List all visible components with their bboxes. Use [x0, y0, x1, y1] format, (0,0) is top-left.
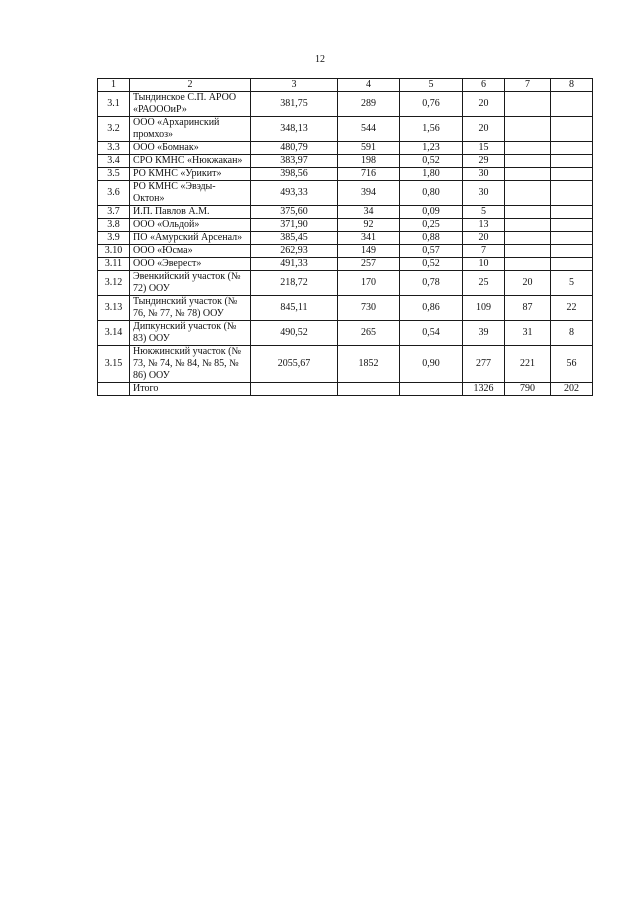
cell-row-number: 3.4 [98, 155, 130, 168]
cell-col-4: 716 [338, 168, 400, 181]
cell-col-6: 7 [463, 245, 505, 258]
table-row [98, 296, 593, 321]
cell-col-8 [551, 92, 593, 117]
cell-organization: РО КМНС «Урикит» [130, 168, 251, 181]
cell-organization: ООО «Архаринский промхоз» [130, 117, 251, 142]
cell-col-6: 39 [463, 321, 505, 346]
table-row [98, 346, 593, 383]
cell-col-4 [338, 383, 400, 396]
cell-col-4: 341 [338, 232, 400, 245]
cell-col-8: 5 [551, 271, 593, 296]
table-header-row [98, 79, 593, 92]
cell-col-5: 1,80 [400, 168, 463, 181]
cell-col-7 [505, 232, 551, 245]
table-row [98, 219, 593, 232]
cell-col-6: 30 [463, 181, 505, 206]
cell-col-3: 381,75 [251, 92, 338, 117]
column-header: 5 [400, 79, 463, 92]
cell-organization: Эвенкийский участок (№ 72) ООУ [130, 271, 251, 296]
cell-row-number: 3.7 [98, 206, 130, 219]
cell-row-number: 3.10 [98, 245, 130, 258]
cell-col-8: 202 [551, 383, 593, 396]
cell-col-5: 0,88 [400, 232, 463, 245]
table-row [98, 206, 593, 219]
cell-col-6: 25 [463, 271, 505, 296]
cell-organization: ООО «Ольдой» [130, 219, 251, 232]
cell-col-8 [551, 117, 593, 142]
cell-col-7 [505, 181, 551, 206]
table-row [98, 92, 593, 117]
cell-col-5: 0,09 [400, 206, 463, 219]
cell-col-7 [505, 155, 551, 168]
cell-col-4: 198 [338, 155, 400, 168]
column-header: 3 [251, 79, 338, 92]
cell-col-8 [551, 168, 593, 181]
cell-col-6: 30 [463, 168, 505, 181]
table-row [98, 155, 593, 168]
cell-col-4: 394 [338, 181, 400, 206]
cell-col-8 [551, 232, 593, 245]
cell-col-6: 1326 [463, 383, 505, 396]
cell-col-3 [251, 383, 338, 396]
cell-col-5: 0,54 [400, 321, 463, 346]
cell-row-number: 3.8 [98, 219, 130, 232]
cell-col-8: 8 [551, 321, 593, 346]
table-row [98, 271, 593, 296]
cell-organization: ПО «Амурский Арсенал» [130, 232, 251, 245]
cell-col-8 [551, 245, 593, 258]
cell-col-5: 0,78 [400, 271, 463, 296]
cell-row-number: 3.11 [98, 258, 130, 271]
cell-row-number: 3.2 [98, 117, 130, 142]
cell-row-number: 3.13 [98, 296, 130, 321]
cell-row-number: 3.5 [98, 168, 130, 181]
page-number: 12 [315, 54, 325, 65]
table-row [98, 245, 593, 258]
cell-organization: ООО «Юсма» [130, 245, 251, 258]
cell-row-number: 3.15 [98, 346, 130, 383]
total-row [98, 383, 593, 396]
cell-col-6: 13 [463, 219, 505, 232]
cell-col-6: 20 [463, 232, 505, 245]
cell-col-4: 265 [338, 321, 400, 346]
cell-organization: Итого [130, 383, 251, 396]
cell-row-number: 3.14 [98, 321, 130, 346]
cell-row-number: 3.6 [98, 181, 130, 206]
cell-col-4: 591 [338, 142, 400, 155]
cell-organization: Дипкунский участок (№ 83) ООУ [130, 321, 251, 346]
cell-row-number: 3.1 [98, 92, 130, 117]
column-header: 2 [130, 79, 251, 92]
cell-col-6: 277 [463, 346, 505, 383]
cell-row-number: 3.3 [98, 142, 130, 155]
cell-col-3: 348,13 [251, 117, 338, 142]
cell-col-6: 20 [463, 117, 505, 142]
table-row [98, 142, 593, 155]
cell-col-8 [551, 155, 593, 168]
cell-col-5: 1,23 [400, 142, 463, 155]
cell-col-3: 493,33 [251, 181, 338, 206]
cell-col-6: 5 [463, 206, 505, 219]
table-row [98, 232, 593, 245]
cell-organization: Нюкжинский участок (№ 73, № 74, № 84, № 85, № 86) ООУ [130, 346, 251, 383]
cell-col-4: 92 [338, 219, 400, 232]
cell-col-5: 0,25 [400, 219, 463, 232]
cell-col-7 [505, 219, 551, 232]
cell-col-3: 2055,67 [251, 346, 338, 383]
cell-col-7: 87 [505, 296, 551, 321]
cell-col-3: 218,72 [251, 271, 338, 296]
cell-col-7 [505, 258, 551, 271]
cell-col-3: 480,79 [251, 142, 338, 155]
cell-col-7 [505, 117, 551, 142]
cell-organization: Тындинское С.П. АРОО «РАОООиР» [130, 92, 251, 117]
cell-col-3: 385,45 [251, 232, 338, 245]
cell-organization: И.П. Павлов А.М. [130, 206, 251, 219]
table-row [98, 181, 593, 206]
cell-col-7 [505, 168, 551, 181]
cell-col-7: 790 [505, 383, 551, 396]
cell-col-7 [505, 92, 551, 117]
cell-col-3: 845,11 [251, 296, 338, 321]
cell-col-8: 22 [551, 296, 593, 321]
cell-col-6: 29 [463, 155, 505, 168]
cell-col-5: 0,80 [400, 181, 463, 206]
cell-col-8 [551, 181, 593, 206]
cell-col-8 [551, 206, 593, 219]
cell-col-8 [551, 219, 593, 232]
cell-col-8: 56 [551, 346, 593, 383]
cell-col-5: 1,56 [400, 117, 463, 142]
column-header: 7 [505, 79, 551, 92]
cell-col-3: 262,93 [251, 245, 338, 258]
cell-col-4: 1852 [338, 346, 400, 383]
cell-col-5: 0,86 [400, 296, 463, 321]
cell-col-5: 0,76 [400, 92, 463, 117]
cell-col-5: 0,90 [400, 346, 463, 383]
cell-organization: ООО «Эверест» [130, 258, 251, 271]
cell-col-3: 491,33 [251, 258, 338, 271]
cell-col-7 [505, 142, 551, 155]
cell-col-3: 383,97 [251, 155, 338, 168]
cell-col-7 [505, 245, 551, 258]
cell-organization: РО КМНС «Эвэды-Октон» [130, 181, 251, 206]
cell-organization: СРО КМНС «Нюкжакан» [130, 155, 251, 168]
column-header: 1 [98, 79, 130, 92]
cell-col-5: 0,57 [400, 245, 463, 258]
cell-col-5: 0,52 [400, 258, 463, 271]
cell-organization: Тындинский участок (№ 76, № 77, № 78) ООУ [130, 296, 251, 321]
column-header: 4 [338, 79, 400, 92]
column-header: 6 [463, 79, 505, 92]
data-table [97, 78, 593, 396]
cell-col-5 [400, 383, 463, 396]
cell-row-number [98, 383, 130, 396]
cell-col-6: 109 [463, 296, 505, 321]
cell-col-4: 149 [338, 245, 400, 258]
column-header: 8 [551, 79, 593, 92]
cell-col-4: 34 [338, 206, 400, 219]
cell-col-3: 375,60 [251, 206, 338, 219]
cell-col-4: 257 [338, 258, 400, 271]
cell-col-7 [505, 206, 551, 219]
cell-col-7: 221 [505, 346, 551, 383]
cell-col-6: 10 [463, 258, 505, 271]
cell-row-number: 3.9 [98, 232, 130, 245]
cell-col-7: 31 [505, 321, 551, 346]
table-row [98, 321, 593, 346]
cell-col-5: 0,52 [400, 155, 463, 168]
cell-col-8 [551, 258, 593, 271]
cell-col-4: 730 [338, 296, 400, 321]
cell-organization: ООО «Бомнак» [130, 142, 251, 155]
table-row [98, 168, 593, 181]
cell-col-8 [551, 142, 593, 155]
cell-col-6: 20 [463, 92, 505, 117]
cell-col-3: 490,52 [251, 321, 338, 346]
cell-col-7: 20 [505, 271, 551, 296]
cell-col-3: 371,90 [251, 219, 338, 232]
table-row [98, 117, 593, 142]
cell-col-4: 170 [338, 271, 400, 296]
cell-col-6: 15 [463, 142, 505, 155]
cell-col-4: 289 [338, 92, 400, 117]
cell-col-4: 544 [338, 117, 400, 142]
cell-col-3: 398,56 [251, 168, 338, 181]
cell-row-number: 3.12 [98, 271, 130, 296]
table-row [98, 258, 593, 271]
